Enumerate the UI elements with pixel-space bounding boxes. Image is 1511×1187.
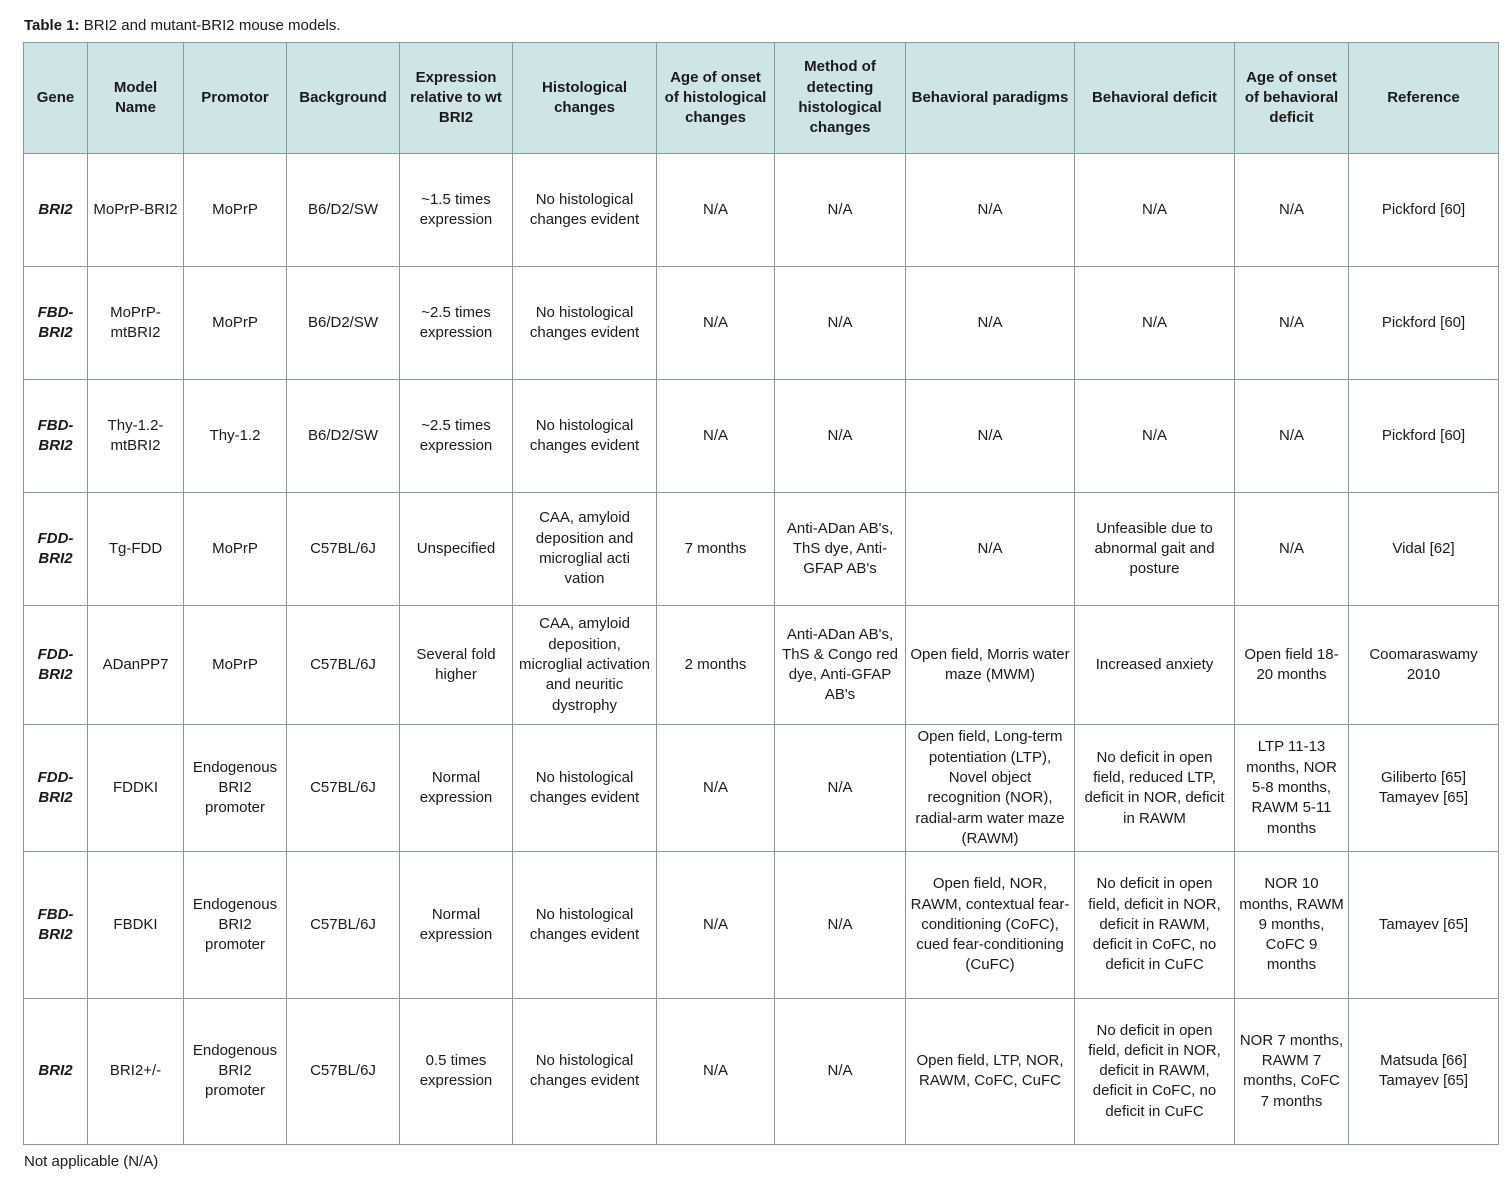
cell-background: B6/D2/SW [287,267,400,380]
cell-model-name: FDDKI [88,725,184,852]
cell-expression: Normal expression [400,725,513,852]
cell-behavioral-onset: NOR 7 months, RAWM 7 months, CoFC 7 months [1235,998,1349,1144]
cell-histological-onset: N/A [657,154,775,267]
table-row [24,380,1499,493]
cell-promotor: Endogenous BRI2 promoter [184,852,287,998]
table-caption-label: Table 1: [24,17,80,34]
cell-histological-onset: N/A [657,725,775,852]
cell-expression: Several fold higher [400,606,513,725]
cell-histological-onset: N/A [657,267,775,380]
cell-reference: Vidal [62] [1349,493,1499,606]
cell-behavioral-deficit: N/A [1075,380,1235,493]
cell-detection-method: N/A [775,154,906,267]
table-row [24,725,1499,852]
cell-model-name: MoPrP-BRI2 [88,154,184,267]
cell-behavioral-onset: N/A [1235,380,1349,493]
cell-gene: FDD-BRI2 [24,606,88,725]
cell-behavioral-deficit: No deficit in open field, deficit in NOR, deficit in RAWM, deficit in CoFC, no deficit in CuFC [1075,998,1235,1144]
cell-behavioral-paradigms: N/A [906,154,1075,267]
cell-model-name: Tg-FDD [88,493,184,606]
table-row [24,154,1499,267]
header-histological-changes: Histological changes [513,43,657,154]
cell-expression: ~1.5 times expression [400,154,513,267]
cell-detection-method: N/A [775,852,906,998]
cell-histological-changes: CAA, amyloid deposition and microglial acti vation [513,493,657,606]
cell-expression: ~2.5 times expression [400,380,513,493]
cell-model-name: BRI2+/- [88,998,184,1144]
cell-behavioral-deficit: N/A [1075,154,1235,267]
cell-model-name: ADanPP7 [88,606,184,725]
cell-background: C57BL/6J [287,998,400,1144]
cell-histological-changes: No histological changes evident [513,154,657,267]
cell-promotor: MoPrP [184,267,287,380]
table-row [24,606,1499,725]
cell-gene: FBD-BRI2 [24,267,88,380]
cell-histological-changes: No histological changes evident [513,267,657,380]
cell-expression: ~2.5 times expression [400,267,513,380]
cell-gene: FBD-BRI2 [24,380,88,493]
cell-histological-onset: N/A [657,380,775,493]
header-behavioral-deficit: Behavioral deficit [1075,43,1235,154]
cell-gene: BRI2 [24,154,88,267]
mouse-models-table [23,42,1499,1145]
cell-detection-method: N/A [775,998,906,1144]
cell-detection-method: N/A [775,267,906,380]
cell-model-name: MoPrP-mtBRI2 [88,267,184,380]
cell-promotor: MoPrP [184,154,287,267]
cell-histological-onset: N/A [657,998,775,1144]
cell-expression: Unspecified [400,493,513,606]
table-row [24,267,1499,380]
cell-model-name: FBDKI [88,852,184,998]
cell-behavioral-paradigms: N/A [906,267,1075,380]
cell-histological-changes: No histological changes evident [513,725,657,852]
cell-behavioral-onset: NOR 10 months, RAWM 9 months, CoFC 9 months [1235,852,1349,998]
cell-background: C57BL/6J [287,493,400,606]
cell-behavioral-onset: N/A [1235,493,1349,606]
cell-background: C57BL/6J [287,852,400,998]
cell-reference: Coomaraswamy 2010 [1349,606,1499,725]
cell-behavioral-onset: Open field 18-20 months [1235,606,1349,725]
cell-histological-changes: No histological changes evident [513,852,657,998]
table-row [24,493,1499,606]
header-reference: Reference [1349,43,1499,154]
cell-behavioral-paradigms: N/A [906,493,1075,606]
cell-gene: FDD-BRI2 [24,725,88,852]
cell-reference: Tamayev [65] [1349,852,1499,998]
header-behavioral-paradigms: Behavioral paradigms [906,43,1075,154]
cell-detection-method: N/A [775,725,906,852]
cell-behavioral-deficit: Increased anxiety [1075,606,1235,725]
header-detection-method: Method of detecting histological changes [775,43,906,154]
header-gene: Gene [24,43,88,154]
header-histological-onset: Age of onset of histological changes [657,43,775,154]
cell-promotor: Endogenous BRI2 promoter [184,998,287,1144]
cell-expression: 0.5 times expression [400,998,513,1144]
cell-behavioral-onset: LTP 11-13 months, NOR 5-8 months, RAWM 5-11 months [1235,725,1349,852]
cell-detection-method: N/A [775,380,906,493]
cell-background: C57BL/6J [287,725,400,852]
cell-detection-method: Anti-ADan AB's, ThS dye, Anti-GFAP AB's [775,493,906,606]
cell-behavioral-deficit: No deficit in open field, reduced LTP, deficit in NOR, deficit in RAWM [1075,725,1235,852]
cell-behavioral-deficit: Unfeasible due to abnormal gait and posture [1075,493,1235,606]
cell-promotor: MoPrP [184,493,287,606]
cell-gene: FDD-BRI2 [24,493,88,606]
header-promotor: Promotor [184,43,287,154]
cell-histological-onset: N/A [657,852,775,998]
cell-promotor: Endogenous BRI2 promoter [184,725,287,852]
header-behavioral-onset: Age of onset of behavioral deficit [1235,43,1349,154]
cell-reference: Giliberto [65] Tamayev [65] [1349,725,1499,852]
cell-reference: Pickford [60] [1349,380,1499,493]
cell-histological-changes: No histological changes evident [513,380,657,493]
cell-reference: Matsuda [66] Tamayev [65] [1349,998,1499,1144]
cell-behavioral-deficit: N/A [1075,267,1235,380]
cell-promotor: Thy-1.2 [184,380,287,493]
cell-background: C57BL/6J [287,606,400,725]
cell-behavioral-paradigms: Open field, NOR, RAWM, contextual fear-conditioning (CoFC), cued fear-conditioning (CuFC) [906,852,1075,998]
cell-background: B6/D2/SW [287,154,400,267]
header-model-name: Model Name [88,43,184,154]
cell-histological-onset: 2 months [657,606,775,725]
cell-behavioral-paradigms: Open field, Morris water maze (MWM) [906,606,1075,725]
table-caption [24,16,341,36]
cell-behavioral-deficit: No deficit in open field, deficit in NOR, deficit in RAWM, deficit in CoFC, no deficit in CuFC [1075,852,1235,998]
cell-reference: Pickford [60] [1349,267,1499,380]
cell-histological-onset: 7 months [657,493,775,606]
cell-behavioral-onset: N/A [1235,267,1349,380]
table-caption-text: BRI2 and mutant-BRI2 mouse models. [79,17,341,34]
cell-model-name: Thy-1.2-mtBRI2 [88,380,184,493]
cell-detection-method: Anti-ADan AB's, ThS & Congo red dye, Anti-GFAP AB's [775,606,906,725]
cell-behavioral-onset: N/A [1235,154,1349,267]
cell-reference: Pickford [60] [1349,154,1499,267]
cell-behavioral-paradigms: N/A [906,380,1075,493]
table-header-row [24,43,1499,154]
table-footnote: Not applicable (N/A) [24,1153,159,1170]
header-expression: Expression relative to wt BRI2 [400,43,513,154]
cell-histological-changes: CAA, amyloid deposition, microglial activation and neuritic dystrophy [513,606,657,725]
cell-histological-changes: No histological changes evident [513,998,657,1144]
cell-behavioral-paradigms: Open field, LTP, NOR, RAWM, CoFC, CuFC [906,998,1075,1144]
cell-gene: BRI2 [24,998,88,1144]
header-background: Background [287,43,400,154]
table-row [24,852,1499,998]
cell-behavioral-paradigms: Open field, Long-term potentiation (LTP), Novel object recognition (NOR), radial-arm water maze (RAWM) [906,725,1075,852]
table-row [24,998,1499,1144]
cell-background: B6/D2/SW [287,380,400,493]
cell-expression: Normal expression [400,852,513,998]
cell-gene: FBD-BRI2 [24,852,88,998]
cell-promotor: MoPrP [184,606,287,725]
